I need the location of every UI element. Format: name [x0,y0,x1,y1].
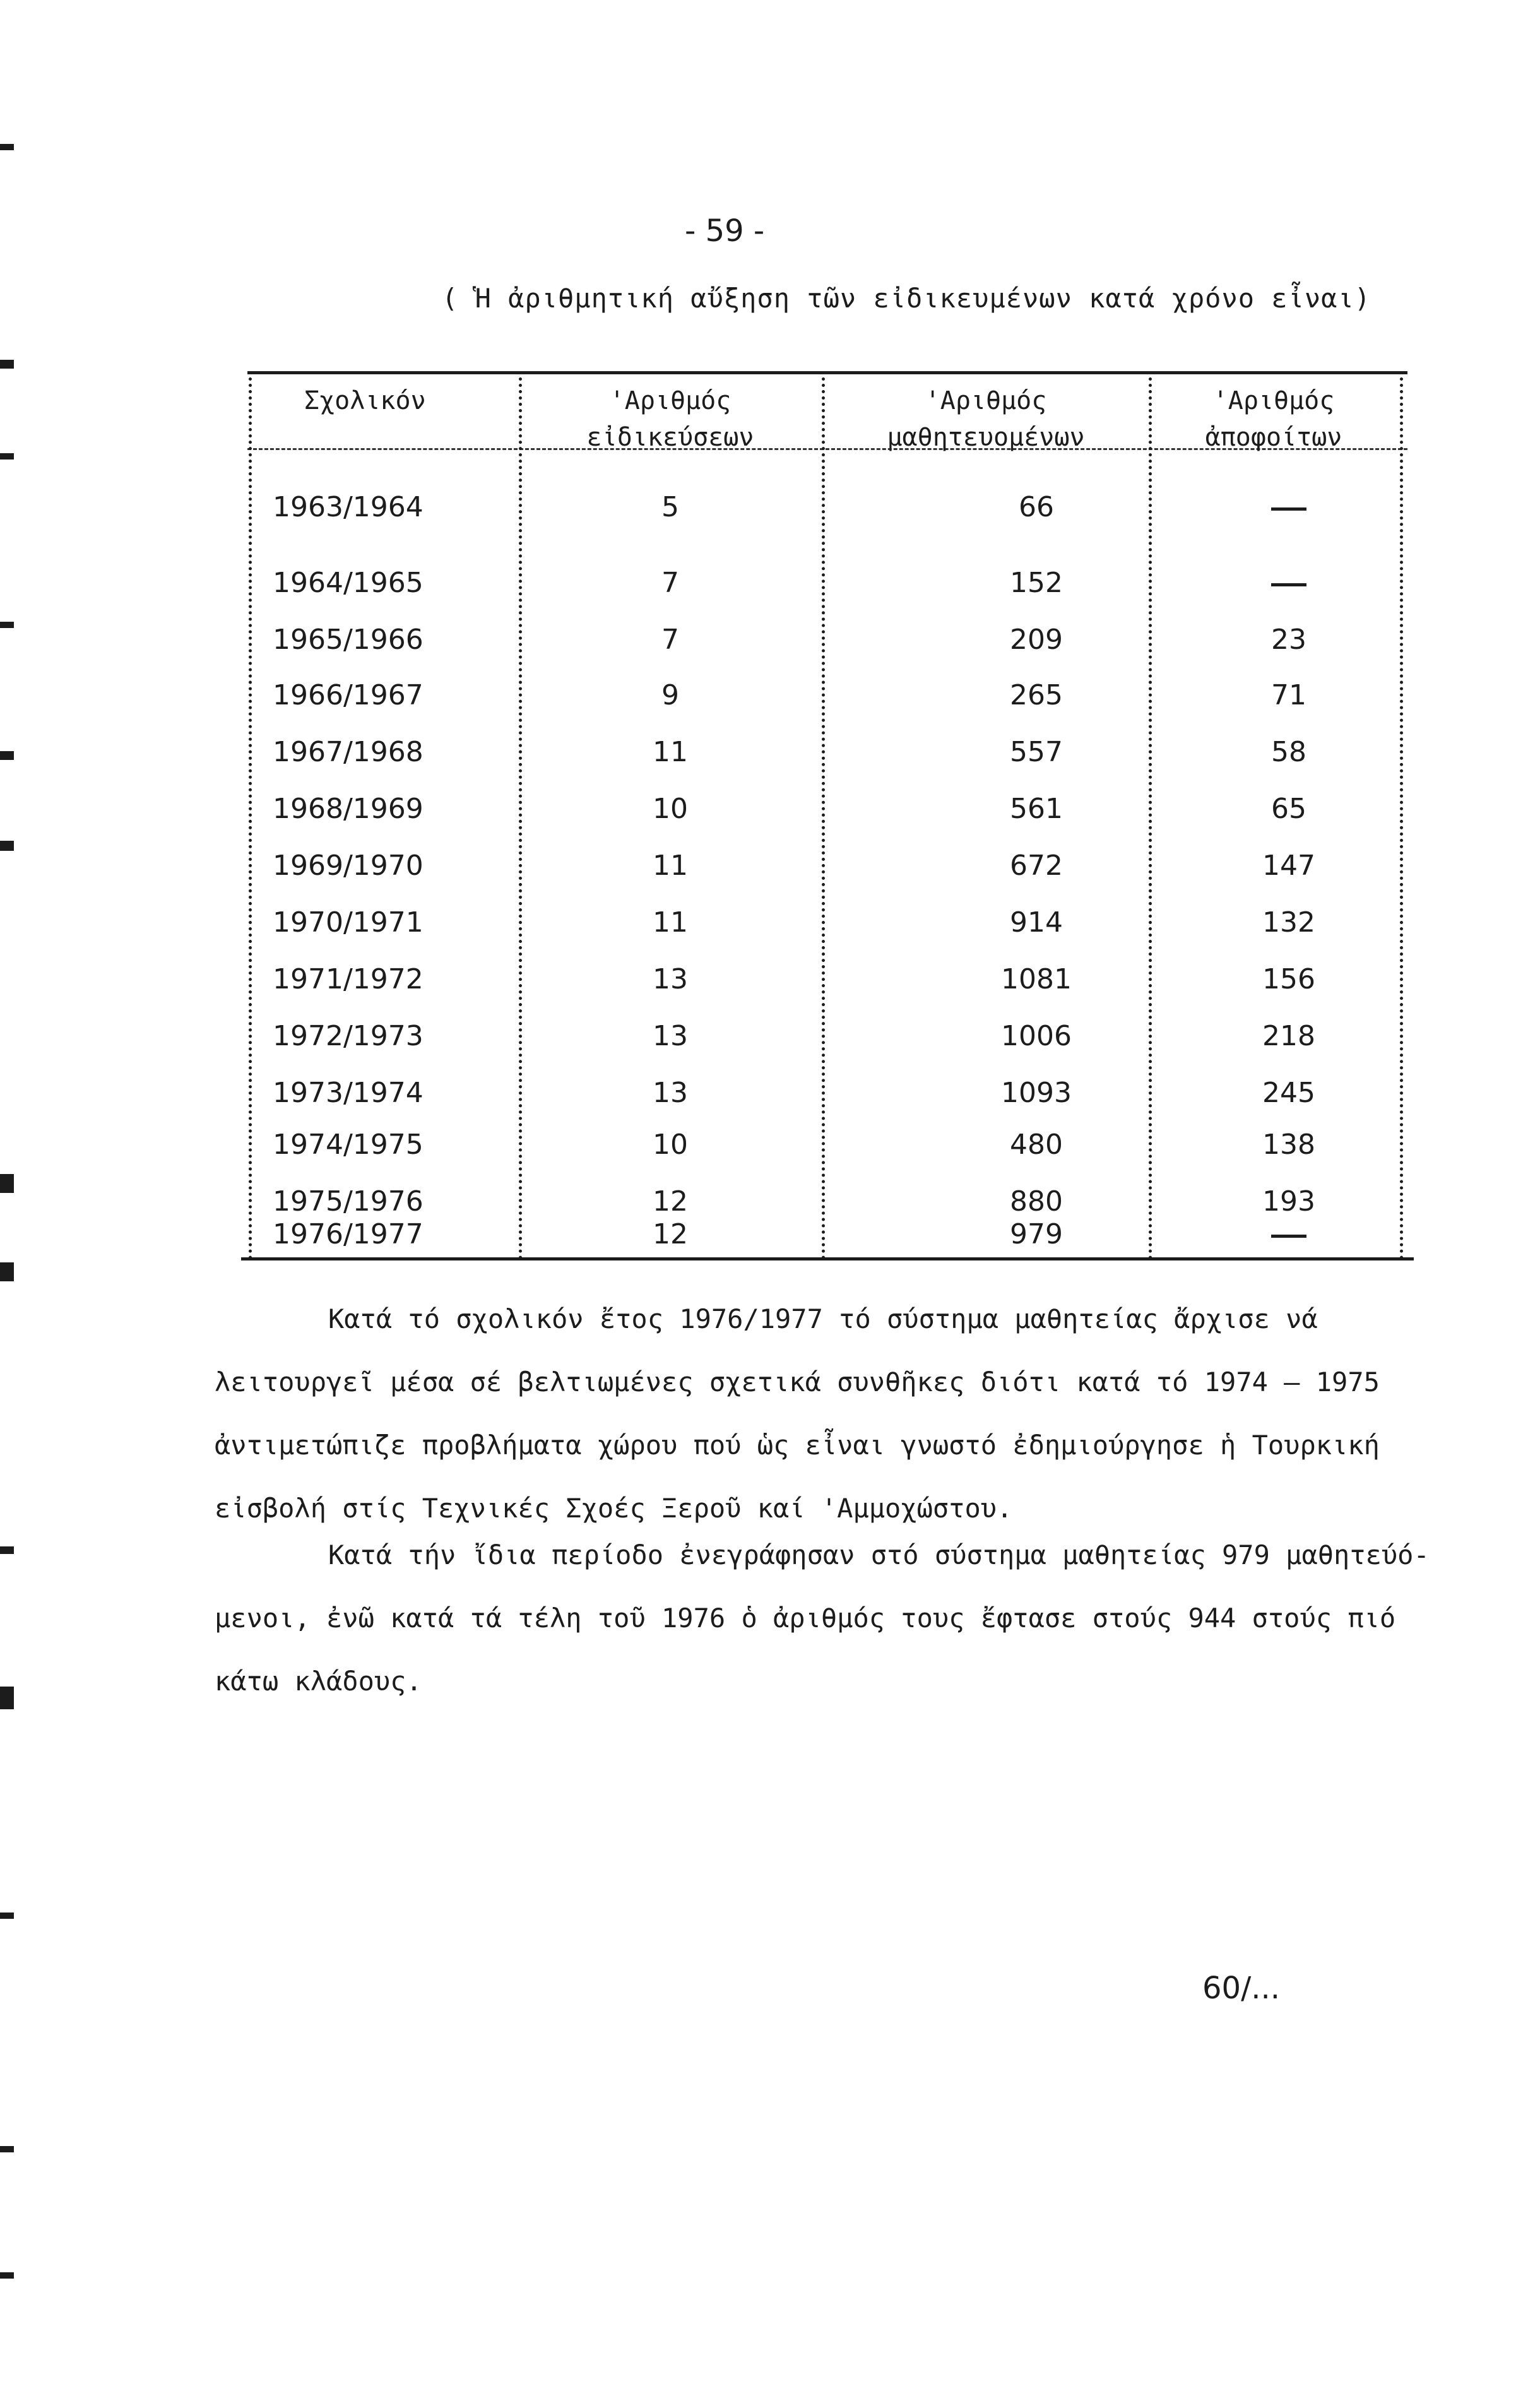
cell-year: 1963/1964 [273,491,424,523]
cell-graduates: 71 [1271,679,1306,711]
table-row [247,850,1407,906]
scan-mark [0,841,14,851]
cell-specializations: 10 [653,793,688,825]
table-row [247,736,1407,793]
cell-graduates: 193 [1262,1185,1315,1218]
cell-specializations: 13 [653,1020,688,1052]
cell-specializations: 11 [653,736,688,768]
cell-specializations: 12 [653,1185,688,1218]
cell-apprentices: 561 [1010,793,1063,825]
cell-specializations: 11 [653,906,688,939]
cell-apprentices: 209 [1010,624,1063,656]
cell-graduates: 132 [1262,906,1315,939]
cell-apprentices: 880 [1010,1185,1063,1218]
cell-graduates: 58 [1271,736,1306,768]
cell-apprentices: 914 [1010,906,1063,939]
paragraph-text: Κατά τήν ἴδια περίοδο ἐνεγράφησαν στό σύστημα μαθητείας 979 μαθητεύό- [328,1539,1430,1570]
cell-graduates: 218 [1262,1020,1315,1052]
table-row [247,1218,1407,1275]
cell-apprentices: 979 [1010,1218,1063,1250]
header-apprentices [828,383,1144,456]
header-line: εἰδικεύσεων [586,423,754,452]
cell-apprentices: 557 [1010,736,1063,768]
paragraph-line: εἰσβολή στίς Τεχνικές Σχοές Ξεροῦ καί 'Αμμοχώστου. [215,1493,1013,1524]
paragraph-1 [215,1288,1414,1540]
header-line: 'Αριθμός [609,386,732,415]
cell-year: 1976/1977 [273,1218,424,1250]
paragraph-line: μενοι, ἐνῶ κατά τά τέλη τοῦ 1976 ὁ ἀριθμός τους ἔφτασε στούς 944 στούς πιό [215,1603,1396,1634]
table-row [247,624,1407,680]
header-line: μαθητευομένων [887,423,1085,452]
cell-year: 1969/1970 [273,850,424,882]
cell-specializations: 11 [653,850,688,882]
cell-apprentices: 1006 [1001,1020,1072,1052]
scan-mark [0,453,14,460]
cell-graduates-dash [1194,491,1383,523]
paragraph-2 [215,1524,1430,1713]
scan-mark [0,1687,14,1709]
table-row [247,1129,1407,1185]
continuation-reference: 60/... [1202,1971,1281,2006]
scan-mark [0,1174,14,1193]
cell-graduates: 147 [1262,850,1315,882]
cell-specializations: 7 [661,567,679,599]
table-row [247,491,1407,548]
paragraph-line: λειτουργεῖ μέσα σέ βελτιωμένες σχετικά συνθῆκες διότι κατά τό 1974 – 1975 [215,1367,1380,1397]
scan-mark [0,1546,14,1554]
cell-graduates-dash [1194,567,1383,599]
paragraph-line [215,1524,1430,1587]
cell-specializations: 10 [653,1129,688,1161]
cell-year: 1971/1972 [273,963,424,995]
table-row [247,1020,1407,1077]
scan-mark [0,360,14,369]
paragraph-text: Κατά τό σχολικόν ἔτος 1976/1977 τό σύστημα μαθητείας ἄρχισε νά [328,1303,1318,1334]
header-line: Σχολικόν [304,386,426,415]
scan-mark [0,2146,14,2152]
cell-specializations: 5 [661,491,679,523]
cell-year: 1968/1969 [273,793,424,825]
header-line: ἀποφοίτων [1205,423,1342,452]
scan-mark [0,144,14,150]
cell-apprentices: 66 [1019,491,1054,523]
cell-graduates-dash [1194,1218,1383,1250]
cell-graduates: 23 [1271,624,1306,656]
cell-apprentices: 672 [1010,850,1063,882]
scan-mark [0,1913,14,1919]
cell-apprentices: 1081 [1001,963,1072,995]
table-caption: ( Ἡ ἀριθμητική αὔξηση τῶν εἰδικευμένων κατά χρόνο εἶναι) [442,283,1371,314]
cell-graduates: 138 [1262,1129,1315,1161]
scan-mark [0,1262,14,1281]
table-row [247,567,1407,624]
table-row [247,906,1407,963]
table-top-rule [247,371,1407,374]
header-line: 'Αριθμός [1212,386,1335,415]
paragraph-line: ἀντιμετώπιζε προβλήματα χώρου πού ὡς εἶναι γνωστό ἐδημιούργησε ἡ Τουρκική [215,1430,1380,1461]
table-row [247,793,1407,850]
cell-graduates: 156 [1262,963,1315,995]
header-graduates [1154,383,1394,456]
cell-graduates: 245 [1262,1077,1315,1109]
header-school-year [304,383,468,419]
cell-year: 1974/1975 [273,1129,424,1161]
scan-mark [0,622,14,628]
cell-year: 1967/1968 [273,736,424,768]
statistics-table [247,371,1407,1248]
cell-specializations: 7 [661,624,679,656]
scan-mark [0,751,14,760]
cell-apprentices: 265 [1010,679,1063,711]
cell-graduates: 65 [1271,793,1306,825]
cell-year: 1973/1974 [273,1077,424,1109]
cell-specializations: 12 [653,1218,688,1250]
cell-specializations: 9 [661,679,679,711]
header-line: 'Αριθμός [925,386,1047,415]
cell-year: 1966/1967 [273,679,424,711]
cell-specializations: 13 [653,963,688,995]
cell-year: 1970/1971 [273,906,424,939]
cell-specializations: 13 [653,1077,688,1109]
table-row [247,1077,1407,1134]
cell-year: 1972/1973 [273,1020,424,1052]
cell-apprentices: 1093 [1001,1077,1072,1109]
paragraph-line: κάτω κλάδους. [215,1666,422,1697]
table-row [247,963,1407,1020]
cell-year: 1975/1976 [273,1185,424,1218]
header-specializations [525,383,815,456]
scan-mark [0,2272,14,2279]
paragraph-line [215,1288,1414,1351]
cell-year: 1965/1966 [273,624,424,656]
page-number: - 59 - [685,213,765,249]
cell-year: 1964/1965 [273,567,424,599]
cell-apprentices: 152 [1010,567,1063,599]
table-row [247,679,1407,736]
cell-apprentices: 480 [1010,1129,1063,1161]
